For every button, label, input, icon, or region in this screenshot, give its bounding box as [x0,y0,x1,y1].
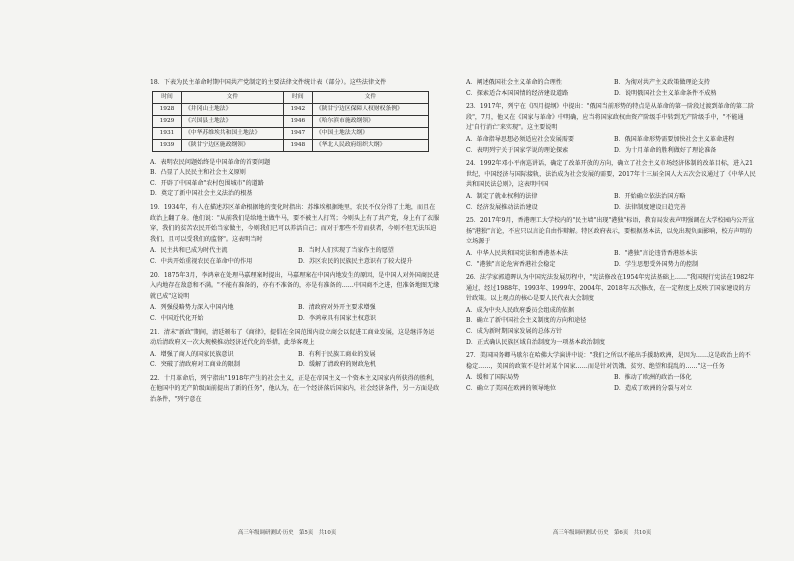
option-b[interactable]: B．凸显了人民民主和社会主义原则 [150,169,246,177]
table-row [153,127,429,139]
table-header-cell: 文件 [312,91,428,103]
option-a[interactable]: A．列强侵略势力深入中国内地 [150,304,234,312]
question-19-stem: 19．1934年，有人在描述苏区革命根据地的变化时指出：苏维埃根据地里，农民不仅分得了土地，而且在政治上翻了身。他们说："从前我们是给地主做牛马，要不被主人打骂；今则头上有了共产党，身上有了衣服穿，我们的贫苦农民开始当家做主，今则我们已可以养活自己；而对于那些不劳而获者，今则不但无法压迫我们，且可以受我们的监督"。这表明当时 [150,203,440,243]
table-header-row [153,91,429,103]
question-27-options [466,373,756,394]
option-a[interactable]: A．成为中央人民政府委员会组成的依据 [466,306,574,314]
left-page-column [150,78,440,514]
table-cell: 《哈尔滨市施政纲领》 [312,115,428,127]
option-d[interactable]: D．学生思想受外国势力的控制 [614,260,699,268]
question-25-stem: 25．2017年9月，香港理工大学校内的"民主墙"出现"港独"标语，教育局发表声明强调在大学校园内公开宣扬"港独"言论，不应只以言论自由作辩解。特区政府表示，要根据基本法，以免出现负面影响，校方声明的立场源于 [466,217,755,246]
question-22-stem: 22．十月革命后，列宁指出"1918年产生的社会主义，正是在帝国主义一个资本主义国家内所获得的胜利，在他国中的无产阶级面前提出了新的任务"，他认为，在一个经济落后国家内，社会经济条件，另一方面是政治条件，"列宁意在 [150,374,440,404]
question-18-stem: 18．下表为民主革命时期中国共产党制定的主要法律文件统计表（部分）。这些法律文件 [150,79,387,86]
option-a[interactable]: A．阐述俄国社会主义革命的合理性 [466,79,562,86]
table-cell: 《中华苏维埃共和国土地法》 [182,127,284,139]
option-b[interactable]: B．俄国革命形势需要加快社会主义革命进程 [614,135,735,143]
table-row [153,139,429,151]
table-row [153,115,429,127]
table-cell: 《华北人民政府组织大纲》 [312,139,428,151]
option-b[interactable]: B．开始确立依法治国方略 [614,192,686,200]
table-row [153,103,429,115]
option-a[interactable]: A．缓和了国际局势 [466,374,520,382]
option-b[interactable]: B．确立了新中国社会主义制度的方向和途径 [466,317,587,325]
option-a[interactable]: A．增强了商人的国家民族意识 [150,350,234,358]
question-21-options [150,350,440,371]
option-d[interactable]: D．苏区农民的民族民主意识有了较大提升 [298,257,413,265]
option-b[interactable]: B．为彻对共产主义政策做理论支持 [614,79,710,86]
option-b[interactable]: B．推动了欧洲的政治一体化 [614,374,692,382]
table-cell: 1928 [153,103,182,115]
option-d[interactable]: D．李鸿章具有国家主权意识 [298,314,377,322]
option-c[interactable]: C．成为新时期国家发展的总体方针 [466,328,563,336]
question-22-options [466,78,756,99]
table-header-cell: 时间 [283,91,312,103]
table-cell: 1942 [283,103,312,115]
option-a[interactable]: A．中华人民共和国宪法和香港基本法 [466,249,568,257]
question-25-options [466,249,756,270]
page-footer-left: 高三年级调研测试·历史 第5页 共10页 [238,530,337,536]
option-a[interactable]: A．革命指导思想必须适应社会发展需要 [466,135,574,143]
option-b[interactable]: B．"港独"言论违背香港基本法 [614,249,698,257]
table-header-cell: 时间 [153,91,182,103]
option-c[interactable]: C．探索适合本国国情的经济建设道路 [466,89,569,97]
option-c[interactable]: C．中国近代化开始 [150,314,204,322]
table-cell: 《陕甘宁边区施政纲领》 [182,139,284,151]
option-c[interactable]: C．突破了清政府对工商业的限制 [150,361,240,369]
option-b[interactable]: B．当时人们实现了当家作主的愿望 [298,247,394,255]
right-page-column [466,78,756,514]
option-d[interactable]: D．说明俄国社会主义革命条件不成熟 [614,89,717,97]
option-d[interactable]: D．缓解了清政府的财政危机 [298,361,377,369]
option-c[interactable]: C．表明列宁关于国家学说的理论探索 [466,146,569,154]
question-23-stem: 23．1917年，列宁在《四月提纲》中提出："俄国当前形势的特点是从革命的第一阶段过渡到革命的第二阶段"，7月，他又在《国家与革命》中明确，应当将国家政权由资产阶级手中转到无产阶级手中，"不能通过'自行消亡'来实现"。这主要说明 [466,103,755,132]
option-a[interactable]: A．表明农民问题始终是中国革命的首要问题 [150,158,271,166]
option-a[interactable]: A．民主共和已成为时代主流 [150,247,228,255]
option-d[interactable]: D．为十月革命的胜利做好了理论准备 [614,146,717,154]
question-26-stem: 26．法学家郭道晖认为中国宪法发展历程中，"宪法修改在1954年宪法基础上……"我国现行宪法在1982年通过，经过1988年、1993年、1999年、2004年、2018年五次修改，在一定程度上反映了国家建设的方针政策。以上观点的核心是要人民代表大会制度 [466,274,755,303]
option-d[interactable]: D．奠定了新中国社会主义法治的根基 [150,190,253,198]
option-d[interactable]: D．造成了欧洲的分裂与对立 [614,385,693,393]
question-23-options [466,135,756,156]
option-c[interactable]: C．确立了美国在欧洲的领导地位 [466,385,556,393]
option-c[interactable]: C．"港独"言论危害香港社会稳定 [466,260,556,268]
question-18-options [150,158,440,200]
table-cell: 1948 [283,139,312,151]
option-d[interactable]: D．法律制度建设日趋完善 [614,203,686,211]
table-cell: 1929 [153,115,182,127]
option-b[interactable]: B．有利于民族工商业的发展 [298,350,376,358]
question-26-options [466,306,756,348]
page-footer-right: 高三年级调研测试·历史 第6页 共10页 [553,530,652,536]
laws-table [152,91,429,152]
question-24-options [466,192,756,213]
table-cell: 《中国土地法大纲》 [312,127,428,139]
option-d[interactable]: D．正式确认民族区域自治制度为一项基本政治制度 [466,338,605,346]
table-cell: 1947 [283,127,312,139]
question-19-options [150,246,440,267]
table-cell: 《井冈山土地法》 [182,103,284,115]
question-21-stem: 21．清末"新政"期间，清廷颁布了《商律》，提倡在全国范围内设立商会以促进工商业发展，这是继洋务运动后清政府又一次大规模推动经济近代化的举措，此举客观上 [150,328,435,347]
option-c[interactable]: C．开辟了中国革命"农村包围城市"的道路 [150,179,264,187]
option-c[interactable]: C．经济发展推动法治建设 [466,203,538,211]
table-cell: 1946 [283,115,312,127]
table-header-cell: 文件 [182,91,284,103]
option-b[interactable]: B．清政府对外开主要求增强 [298,304,376,312]
question-20-stem: 20．1875年3月，李鸿章在处理马嘉理案时提出，马嘉理案在中国内地发生的原因，是中国人对外国商民进入内地存在敌意和不满。"不能有准备的，亦有不准备的，亦是有准备的……中国商不之进，但准备地图无缘就已成"这说明 [150,271,440,300]
option-c[interactable]: C．中共开始重视农民在革命中的作用 [150,257,253,265]
table-cell: 《兴国县土地法》 [182,115,284,127]
table-cell: 1931 [153,127,182,139]
table-cell: 1939 [153,139,182,151]
table-cell: 《陕甘宁边区保障人权财权条例》 [312,103,428,115]
question-27-stem: 27．美国国务卿马歇尔在哈佛大学演讲中说："我们之所以不能出手援助欧洲，是因为……这是政治上的不稳定……，美国的政策不是针对某个国家……而是针对饥饿、贫穷、绝望和混乱的……"这一任务 [466,352,751,370]
question-20-options [150,303,440,324]
option-a[interactable]: A．制定了就业权利的法律 [466,192,538,200]
question-24-stem: 24．1992年邓小平南巡讲话，确定了改革开放的方向，确立了社会主义市场经济体制的改革目标，进入21世纪，中国经济与国际接轨，法治成为社会发展的需要，2017年十三届全国人大五次会议通过了《中华人民共和国民法总则》，这表明中国 [466,160,756,189]
